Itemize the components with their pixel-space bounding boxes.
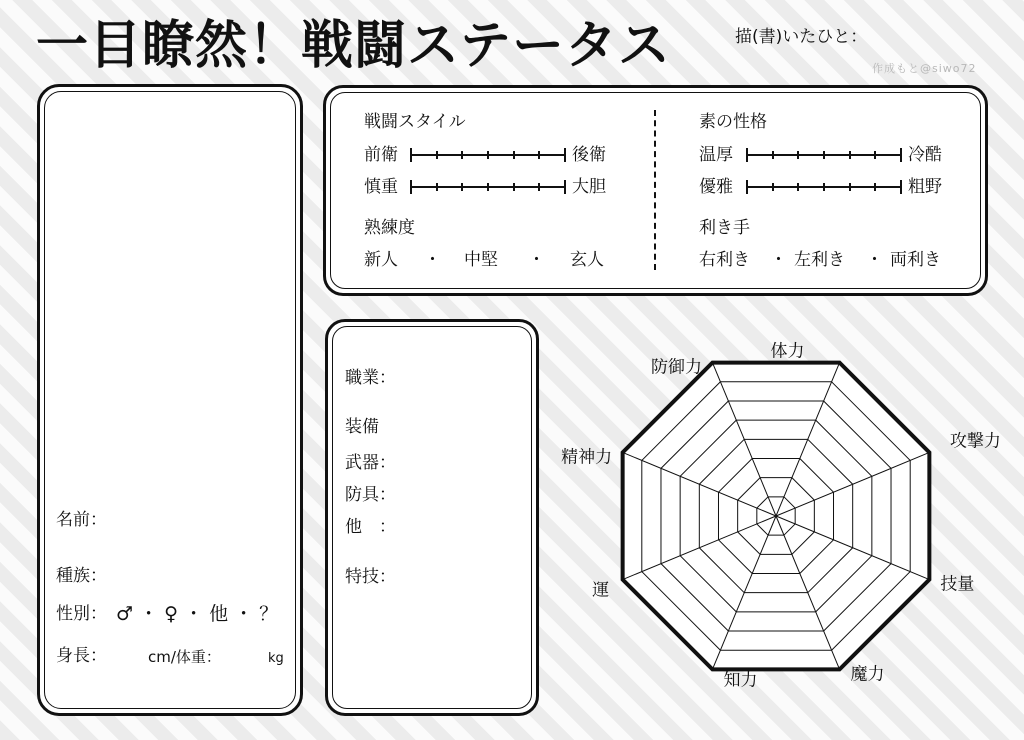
radar-label: 技量: [940, 574, 975, 595]
hand-option-3: 両利き: [890, 250, 941, 270]
personality-row-2-left: 優雅: [699, 177, 733, 197]
gender-options: ♂ ・ ♀ ・ 他 ・ ？: [116, 603, 279, 625]
battle-row-1-left: 前衛: [364, 145, 398, 165]
proficiency-option-3: 玄人: [570, 250, 604, 270]
scale-tick: [900, 148, 902, 162]
scale-tick: [538, 151, 540, 159]
battle-scale-1: [410, 148, 566, 162]
scale-tick: [746, 148, 748, 162]
scale-tick: [436, 151, 438, 159]
radar-grid: [623, 363, 930, 670]
weapon-label: 武器：: [345, 453, 396, 473]
race-label: 種族：: [56, 566, 107, 586]
scale-tick: [513, 183, 515, 191]
scale-tick: [874, 183, 876, 191]
weight-unit: kg: [268, 651, 284, 666]
scale-tick: [461, 151, 463, 159]
radar-label: 魔力: [850, 664, 885, 685]
radar-label: 知力: [723, 670, 758, 691]
radar-label: 運: [592, 580, 610, 601]
proficiency-sep-1: ・: [424, 250, 441, 270]
scale-tick: [487, 183, 489, 191]
proficiency-option-1: 新人: [364, 250, 398, 270]
hand-sep-2: ・: [866, 250, 883, 270]
scale-tick: [900, 180, 902, 194]
personality-row-1-left: 温厚: [699, 145, 733, 165]
scale-tick: [436, 183, 438, 191]
scale-tick: [772, 151, 774, 159]
personality-scale-2: [746, 180, 902, 194]
scale-tick: [823, 183, 825, 191]
radar-label: 攻撃力: [949, 431, 1001, 452]
scale-tick: [410, 148, 412, 162]
scale-tick: [874, 151, 876, 159]
drawer-label: 描(書)いたひと：: [735, 27, 868, 47]
equip-heading: 装備: [345, 417, 379, 437]
scale-tick: [410, 180, 412, 194]
scale-tick: [461, 183, 463, 191]
battle-row-2-right: 大胆: [572, 177, 606, 197]
proficiency-option-2: 中堅: [464, 250, 498, 270]
skill-label: 特技：: [345, 567, 396, 587]
personality-scale-1: [746, 148, 902, 162]
proficiency-sep-2: ・: [528, 250, 545, 270]
scale-tick: [564, 180, 566, 194]
scale-tick: [564, 148, 566, 162]
scale-tick: [772, 183, 774, 191]
proficiency-heading: 熟練度: [364, 218, 415, 238]
scale-tick: [797, 151, 799, 159]
battle-row-2-left: 慎重: [364, 177, 398, 197]
battle-style-heading: 戦闘スタイル: [364, 112, 466, 132]
scale-tick: [487, 151, 489, 159]
hand-heading: 利き手: [699, 218, 750, 238]
armor-label: 防具：: [345, 485, 396, 505]
personality-heading: 素の性格: [699, 112, 767, 132]
radar-label: 防御力: [650, 357, 702, 378]
panel-divider: [654, 110, 656, 270]
scale-tick: [513, 151, 515, 159]
gender-label: 性別：: [56, 604, 107, 624]
scale-tick: [538, 183, 540, 191]
page-title: 一目瞭然！戦闘ステータス: [36, 16, 671, 76]
other-label: 他 ：: [345, 517, 396, 537]
battle-scale-2: [410, 180, 566, 194]
name-label: 名前：: [56, 510, 107, 530]
height-label: 身長：: [56, 646, 107, 666]
radar-label: 体力: [770, 341, 805, 362]
hand-option-1: 右利き: [699, 250, 750, 270]
hand-sep-1: ・: [770, 250, 787, 270]
battle-row-1-right: 後衛: [572, 145, 606, 165]
scale-tick: [849, 183, 851, 191]
credit-text: 作成もと@siwo72: [872, 62, 977, 75]
scale-tick: [746, 180, 748, 194]
scale-tick: [797, 183, 799, 191]
personality-row-1-right: 冷酷: [908, 145, 942, 165]
scale-tick: [849, 151, 851, 159]
personality-row-2-right: 粗野: [908, 177, 942, 197]
job-label: 職業：: [345, 368, 396, 388]
radar-chart: [540, 320, 1010, 720]
radar-label: 精神力: [561, 447, 613, 468]
height-unit: cm/体重：: [148, 648, 221, 666]
scale-tick: [823, 151, 825, 159]
hand-option-2: 左利き: [794, 250, 845, 270]
